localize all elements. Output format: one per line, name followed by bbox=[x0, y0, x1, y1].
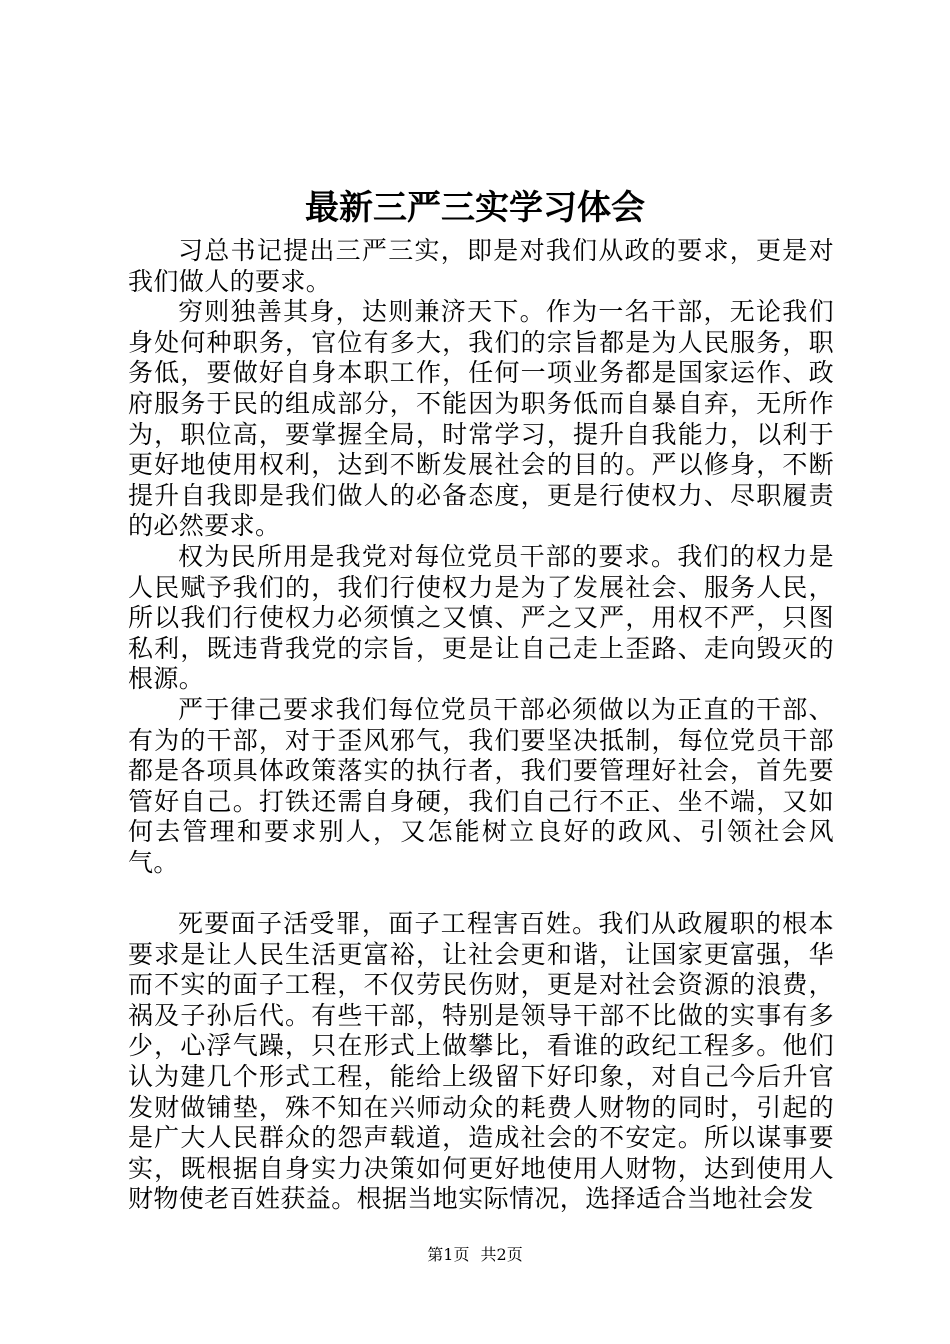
page-count: 共2页 bbox=[480, 1245, 523, 1264]
paragraph-2: 穷则独善其身，达则兼济天下。作为一名干部，无论我们身处何种职务，官位有多大，我们的宗旨都是为人民服务，职务低，要做好自身本职工作，任何一项业务都是国家运作、政府服务于民的组成部分，不能因为职务低而自暴自弃，无所作为，职位高，要掌握全局，时常学习，提升自我能力，以利于更好地使用权利，达到不断发展社会的目的。严以修身，不断提升自我即是我们做人的必备态度，更是行使权力、尽职履责的必然要求。 bbox=[128, 297, 834, 541]
paragraph-3: 权为民所用是我党对每位党员干部的要求。我们的权力是人民赋予我们的，我们行使权力是为了发展社会、服务人民，所以我们行使权力必须慎之又慎、严之又严，用权不严，只图私利，既违背我党的宗旨，更是让自己走上歪路、走向毁灭的根源。 bbox=[128, 541, 834, 694]
paragraph-spacer bbox=[128, 878, 834, 909]
page-footer bbox=[0, 1243, 950, 1267]
document-title: 最新三严三实学习体会 bbox=[305, 188, 645, 228]
paragraph-5: 死要面子活受罪，面子工程害百姓。我们从政履职的根本要求是让人民生活更富裕，让社会更和谐，让国家更富强，华而不实的面子工程，不仅劳民伤财，更是对社会资源的浪费，祸及子孙后代。有些干部，特别是领导干部不比做的实事有多少，心浮气躁，只在形式上做攀比，看谁的政纪工程多。他们认为建几个形式工程，能给上级留下好印象，对自己今后升官发财做铺垫，殊不知在兴师动众的耗费人财物的同时，引起的是广大人民群众的怨声载道，造成社会的不安定。所以谋事要实，既根据自身实力决策如何更好地使用人财物，达到使用人财物使老百姓获益。根据当地实际情况，选择适合当地社会发 bbox=[128, 909, 834, 1214]
document-body bbox=[128, 236, 834, 1215]
page-number: 第1页 bbox=[427, 1245, 470, 1264]
paragraph-4: 严于律己要求我们每位党员干部必须做以为正直的干部、有为的干部，对于歪风邪气，我们要坚决抵制，每位党员干部都是各项具体政策落实的执行者，我们要管理好社会，首先要管好自己。打铁还需自身硬，我们自己行不正、坐不端，又如何去管理和要求别人，又怎能树立良好的政风、引领社会风气。 bbox=[128, 694, 834, 877]
paragraph-1: 习总书记提出三严三实，即是对我们从政的要求，更是对我们做人的要求。 bbox=[128, 236, 834, 296]
